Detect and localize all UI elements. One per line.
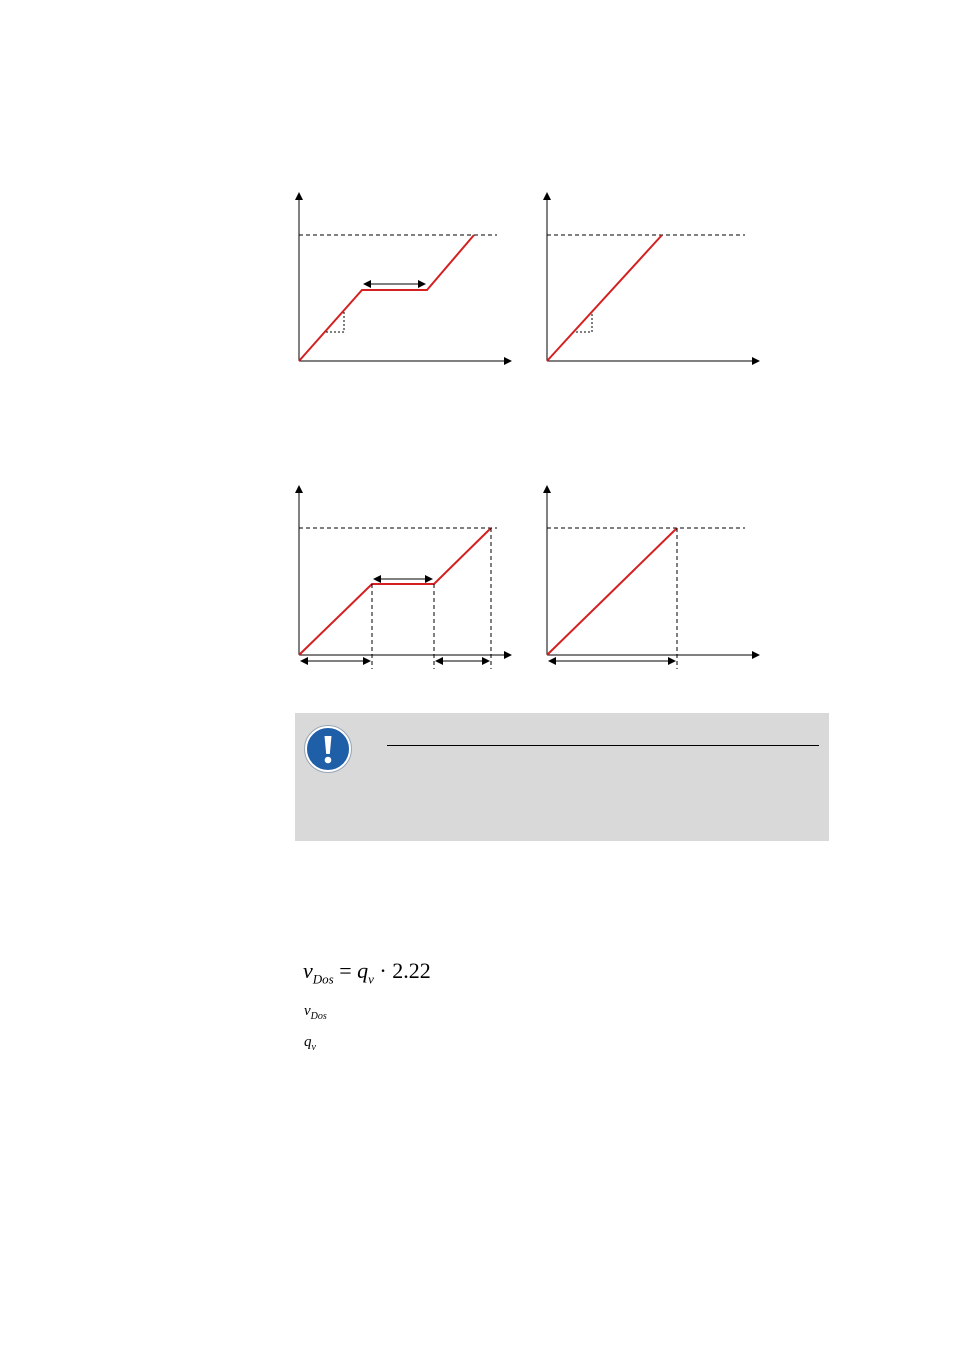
note-title-rule: [387, 745, 819, 746]
diagram-bottom-left: [299, 486, 511, 669]
note-box: [295, 713, 829, 841]
formula-lhs-symbol: v: [303, 958, 313, 983]
dosing-curve: [547, 235, 662, 361]
diagram-bottom-right: [547, 486, 759, 669]
diagram-top-left: [299, 193, 511, 361]
formula-factor: 2.22: [392, 958, 431, 983]
variable-sub: Dos: [310, 1011, 327, 1022]
formula-operator: ·: [379, 958, 387, 983]
variable-symbol: q: [304, 1034, 312, 1050]
variable-v-dos: [304, 1003, 327, 1022]
diagram-top-right: [547, 193, 759, 361]
dosing-curve: [547, 528, 677, 655]
dosing-curve: [299, 528, 491, 655]
variable-q-v: [304, 1034, 316, 1053]
dosing-curve: [299, 235, 474, 361]
variable-sub: v: [311, 1042, 316, 1053]
variable-symbol: v: [304, 1003, 311, 1019]
dosing-rate-formula: [303, 958, 431, 987]
exclamation-icon: [304, 725, 352, 773]
formula-rhs-symbol: q: [357, 958, 369, 983]
formula-rhs-sub: v: [368, 971, 374, 987]
formula-lhs-sub: Dos: [312, 971, 334, 987]
formula-equals: =: [339, 958, 352, 983]
slope-triangle: [576, 314, 592, 332]
